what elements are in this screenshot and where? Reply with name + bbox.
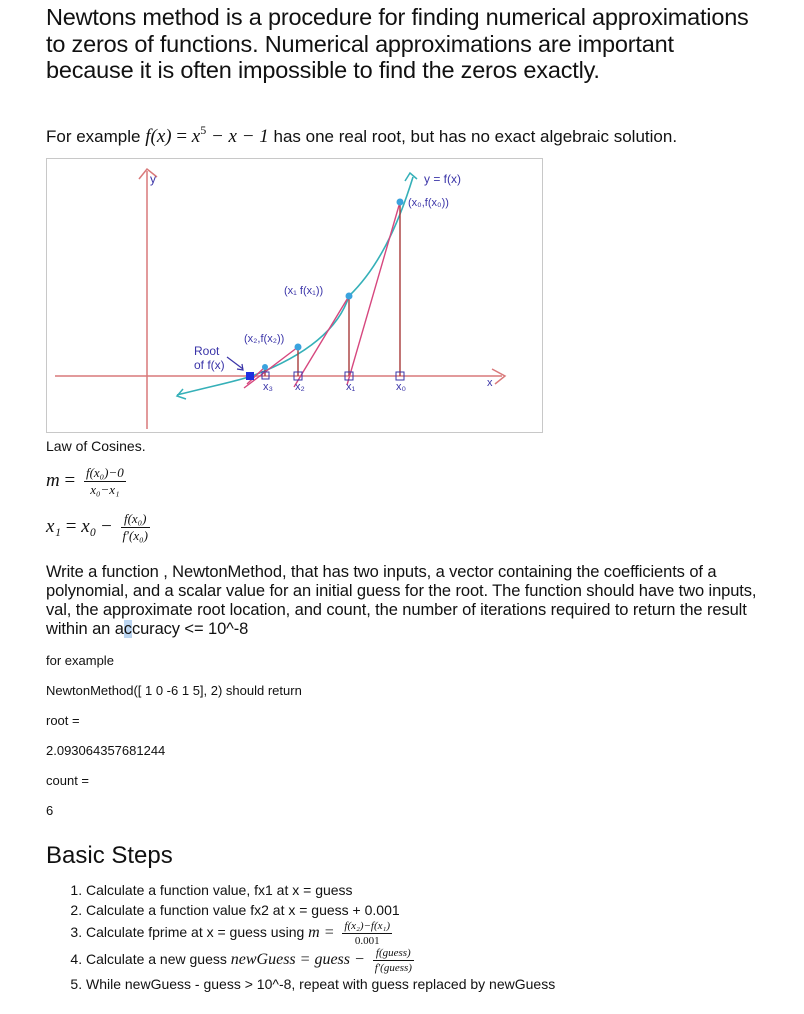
slope-denominator: x₀−x₁ xyxy=(90,482,120,497)
equals-sign: = xyxy=(176,126,188,147)
update-denominator: f′(x₀) xyxy=(122,528,148,543)
root-output-label: root = xyxy=(46,713,80,728)
function-exponent: 5 xyxy=(200,123,207,137)
update-equals: = xyxy=(65,515,77,537)
function-base: x xyxy=(191,126,201,147)
figure-caption: Law of Cosines. xyxy=(46,438,146,454)
point1-label: (x₁ f(x₁)) xyxy=(284,285,324,297)
point-x3 xyxy=(262,364,268,370)
basic-steps-list xyxy=(46,880,555,994)
x2-label: x₂ xyxy=(295,381,305,393)
step-3-fraction xyxy=(342,920,392,947)
slope-numerator: f(x₀)−0 xyxy=(85,465,124,480)
count-output-label: count = xyxy=(46,773,90,788)
count-output-value: 6 xyxy=(46,803,54,818)
step-4-fraction xyxy=(373,947,414,974)
update-lhs: x₁ xyxy=(46,515,62,537)
step-3-lhs: m = xyxy=(308,924,335,942)
slope-equation xyxy=(46,466,130,497)
step-3-numerator: f(x₂)−f(x₁) xyxy=(344,920,391,932)
slope-fraction xyxy=(84,466,126,497)
example-call: NewtonMethod([ 1 0 -6 1 5], 2) should return xyxy=(46,683,302,698)
root-label-line1: Root xyxy=(194,344,220,358)
step-4-numerator: f(guess) xyxy=(373,947,414,961)
step-4 xyxy=(86,947,555,974)
point2-label: (x₂,f(x₂)) xyxy=(244,333,285,345)
point-x2 xyxy=(295,344,302,351)
step-1: 1. Calculate a function value, fx1 at x = guess xyxy=(86,880,555,900)
step-3-text: Calculate fprime at x = guess using xyxy=(86,924,305,941)
newton-method-diagram xyxy=(46,158,543,433)
root-output-value: 2.093064357681244 xyxy=(46,743,166,758)
step-4-denominator: f′(guess) xyxy=(374,962,412,974)
task-text-before: Write a function , NewtonMethod, that has two inputs, a vector containing the coefficients of a polynomial, and a scalar value for an initial guess for the root. The function should have two inputs, val, the approximate root location, and count, the number of iterations required to return the result within an a xyxy=(46,563,757,638)
for-example-label: for example xyxy=(46,653,114,668)
newton-update-equation xyxy=(46,512,154,543)
function-rest: − x − 1 xyxy=(210,126,269,147)
x0-label: x₀ xyxy=(396,381,407,393)
root-marker xyxy=(246,372,254,380)
point0-label: (x₀,f(x₀)) xyxy=(408,197,449,209)
x3-label: x₃ xyxy=(263,381,273,393)
step-3 xyxy=(86,920,555,947)
x-axis-label: x xyxy=(487,377,493,389)
example-suffix: has one real root, but has no exact algebraic solution. xyxy=(273,127,678,146)
step-2: 2. Calculate a function value fx2 at x = guess + 0.001 xyxy=(86,900,555,920)
task-text-after: curacy <= 10^-8 xyxy=(131,620,249,638)
point-x1 xyxy=(346,293,353,300)
update-minus: − xyxy=(101,515,112,537)
update-fraction xyxy=(121,512,150,543)
y-axis-label: y xyxy=(150,172,156,186)
example-sentence xyxy=(46,117,677,150)
root-pointer-line xyxy=(227,357,243,369)
update-x0: x₀ xyxy=(81,515,97,537)
root-label-line2: of f(x) xyxy=(194,358,225,372)
slope-lhs: m xyxy=(46,469,60,491)
update-numerator: f(x₀) xyxy=(121,512,150,528)
task-text-selected: c xyxy=(123,620,132,638)
task-description xyxy=(46,563,766,639)
curve-top-arrow-icon xyxy=(405,173,417,181)
slope-equals: = xyxy=(64,469,76,491)
function-lhs: f(x) xyxy=(145,126,172,147)
step-5: 5. While newGuess - guess > 10^-8, repeat with guess replaced by newGuess xyxy=(86,974,555,994)
example-prefix: For example xyxy=(46,127,141,146)
step-4-text: Calculate a new guess xyxy=(86,951,227,968)
intro-paragraph: Newtons method is a procedure for finding numerical approximations to zeros of functions. Numerical approximations are important because it is often impossible to find the zeros exactly. xyxy=(46,4,749,83)
point-x0 xyxy=(397,199,404,206)
tangent-x0 xyxy=(347,202,400,385)
curve-label: y = f(x) xyxy=(424,172,462,186)
step-4-expression: newGuess = guess − xyxy=(230,951,365,969)
basic-steps-heading: Basic Steps xyxy=(46,842,173,869)
step-3-denominator: 0.001 xyxy=(354,935,380,947)
x1-label: x₁ xyxy=(346,381,356,393)
